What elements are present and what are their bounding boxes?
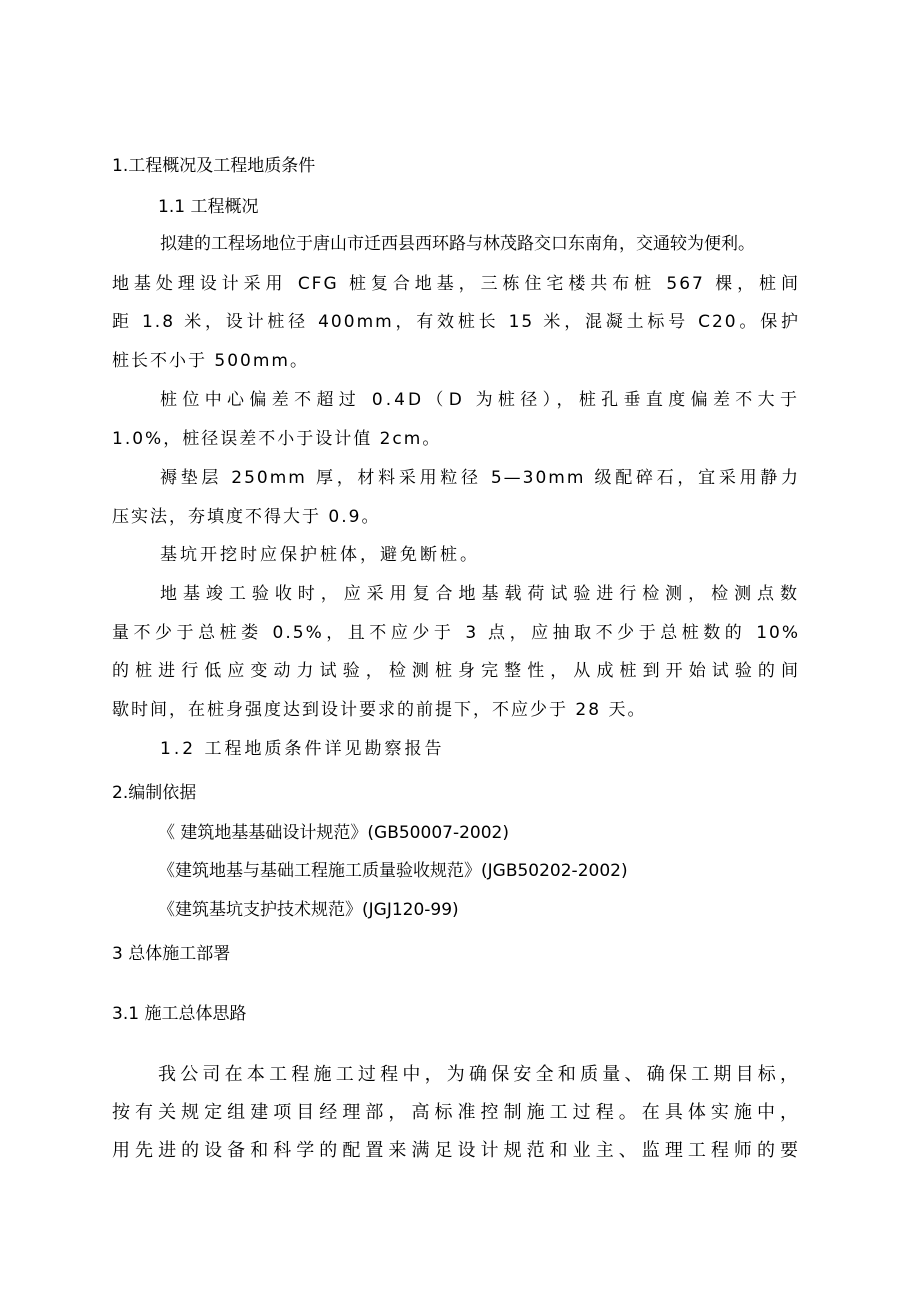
paragraph-line: 量不少于总桩娄 0.5%，且不应少于 3 点，应抽取不少于总桩数的 10% bbox=[112, 623, 800, 643]
paragraph-line: 桩长不小于 500mm。 bbox=[112, 351, 309, 371]
heading-3-1: 3.1 施工总体思路 bbox=[112, 1004, 247, 1024]
paragraph-line: 基坑开挖时应保护桩体，避免断桩。 bbox=[160, 545, 480, 565]
reference-item: 《 建筑地基基础设计规范》(GB50007-2002) bbox=[158, 823, 509, 843]
reference-item: 《建筑基坑支护技术规范》(JGJ120-99) bbox=[158, 900, 459, 920]
paragraph-line: 距 1.8 米，设计桩径 400mm，有效桩长 15 米，混凝土标号 C20。保护 bbox=[112, 312, 800, 332]
paragraph-line: 歇时间，在桩身强度达到设计要求的前提下，不应少于 28 天。 bbox=[112, 700, 647, 720]
paragraph-line: 褥垫层 250mm 厚，材料采用粒径 5—30mm 级配碎石，宜采用静力 bbox=[160, 468, 800, 488]
heading-2: 2.编制依据 bbox=[112, 783, 197, 803]
paragraph-line: 地基处理设计采用 CFG 桩复合地基，三栋住宅楼共布桩 567 棵，桩间 bbox=[112, 274, 800, 294]
heading-1-2: 1.2 工程地质条件详见勘察报告 bbox=[160, 739, 445, 759]
paragraph-line: 我公司在本工程施工过程中，为确保安全和质量、确保工期目标， bbox=[158, 1064, 800, 1085]
paragraph-line: 桩位中心偏差不超过 0.4D（D 为桩径），桩孔垂直度偏差不大于 bbox=[160, 390, 800, 410]
paragraph-line: 按有关规定组建项目经理部，高标准控制施工过程。在具体实施中， bbox=[112, 1102, 800, 1123]
paragraph-line: 的桩进行低应变动力试验，检测桩身完整性，从成桩到开始试验的间 bbox=[112, 661, 800, 681]
reference-item: 《建筑地基与基础工程施工质量验收规范》(JGB50202-2002) bbox=[158, 861, 628, 881]
heading-3: 3 总体施工部署 bbox=[112, 944, 231, 964]
paragraph-line: 压实法，夯填度不得大于 0.9。 bbox=[112, 507, 381, 527]
paragraph-line: 用先进的设备和科学的配置来满足设计规范和业主、监理工程师的要 bbox=[112, 1140, 800, 1161]
heading-1: 1.工程概况及工程地质条件 bbox=[112, 156, 316, 176]
paragraph-line: 拟建的工程场地位于唐山市迁西县西环路与林茂路交口东南角，交通较为便利。 bbox=[160, 234, 755, 254]
paragraph-line: 1.0%，桩径误差不小于设计值 2cm。 bbox=[112, 429, 442, 449]
heading-1-1: 1.1 工程概况 bbox=[158, 197, 259, 217]
paragraph-line: 地基竣工验收时，应采用复合地基载荷试验进行检测，检测点数 bbox=[160, 584, 800, 604]
